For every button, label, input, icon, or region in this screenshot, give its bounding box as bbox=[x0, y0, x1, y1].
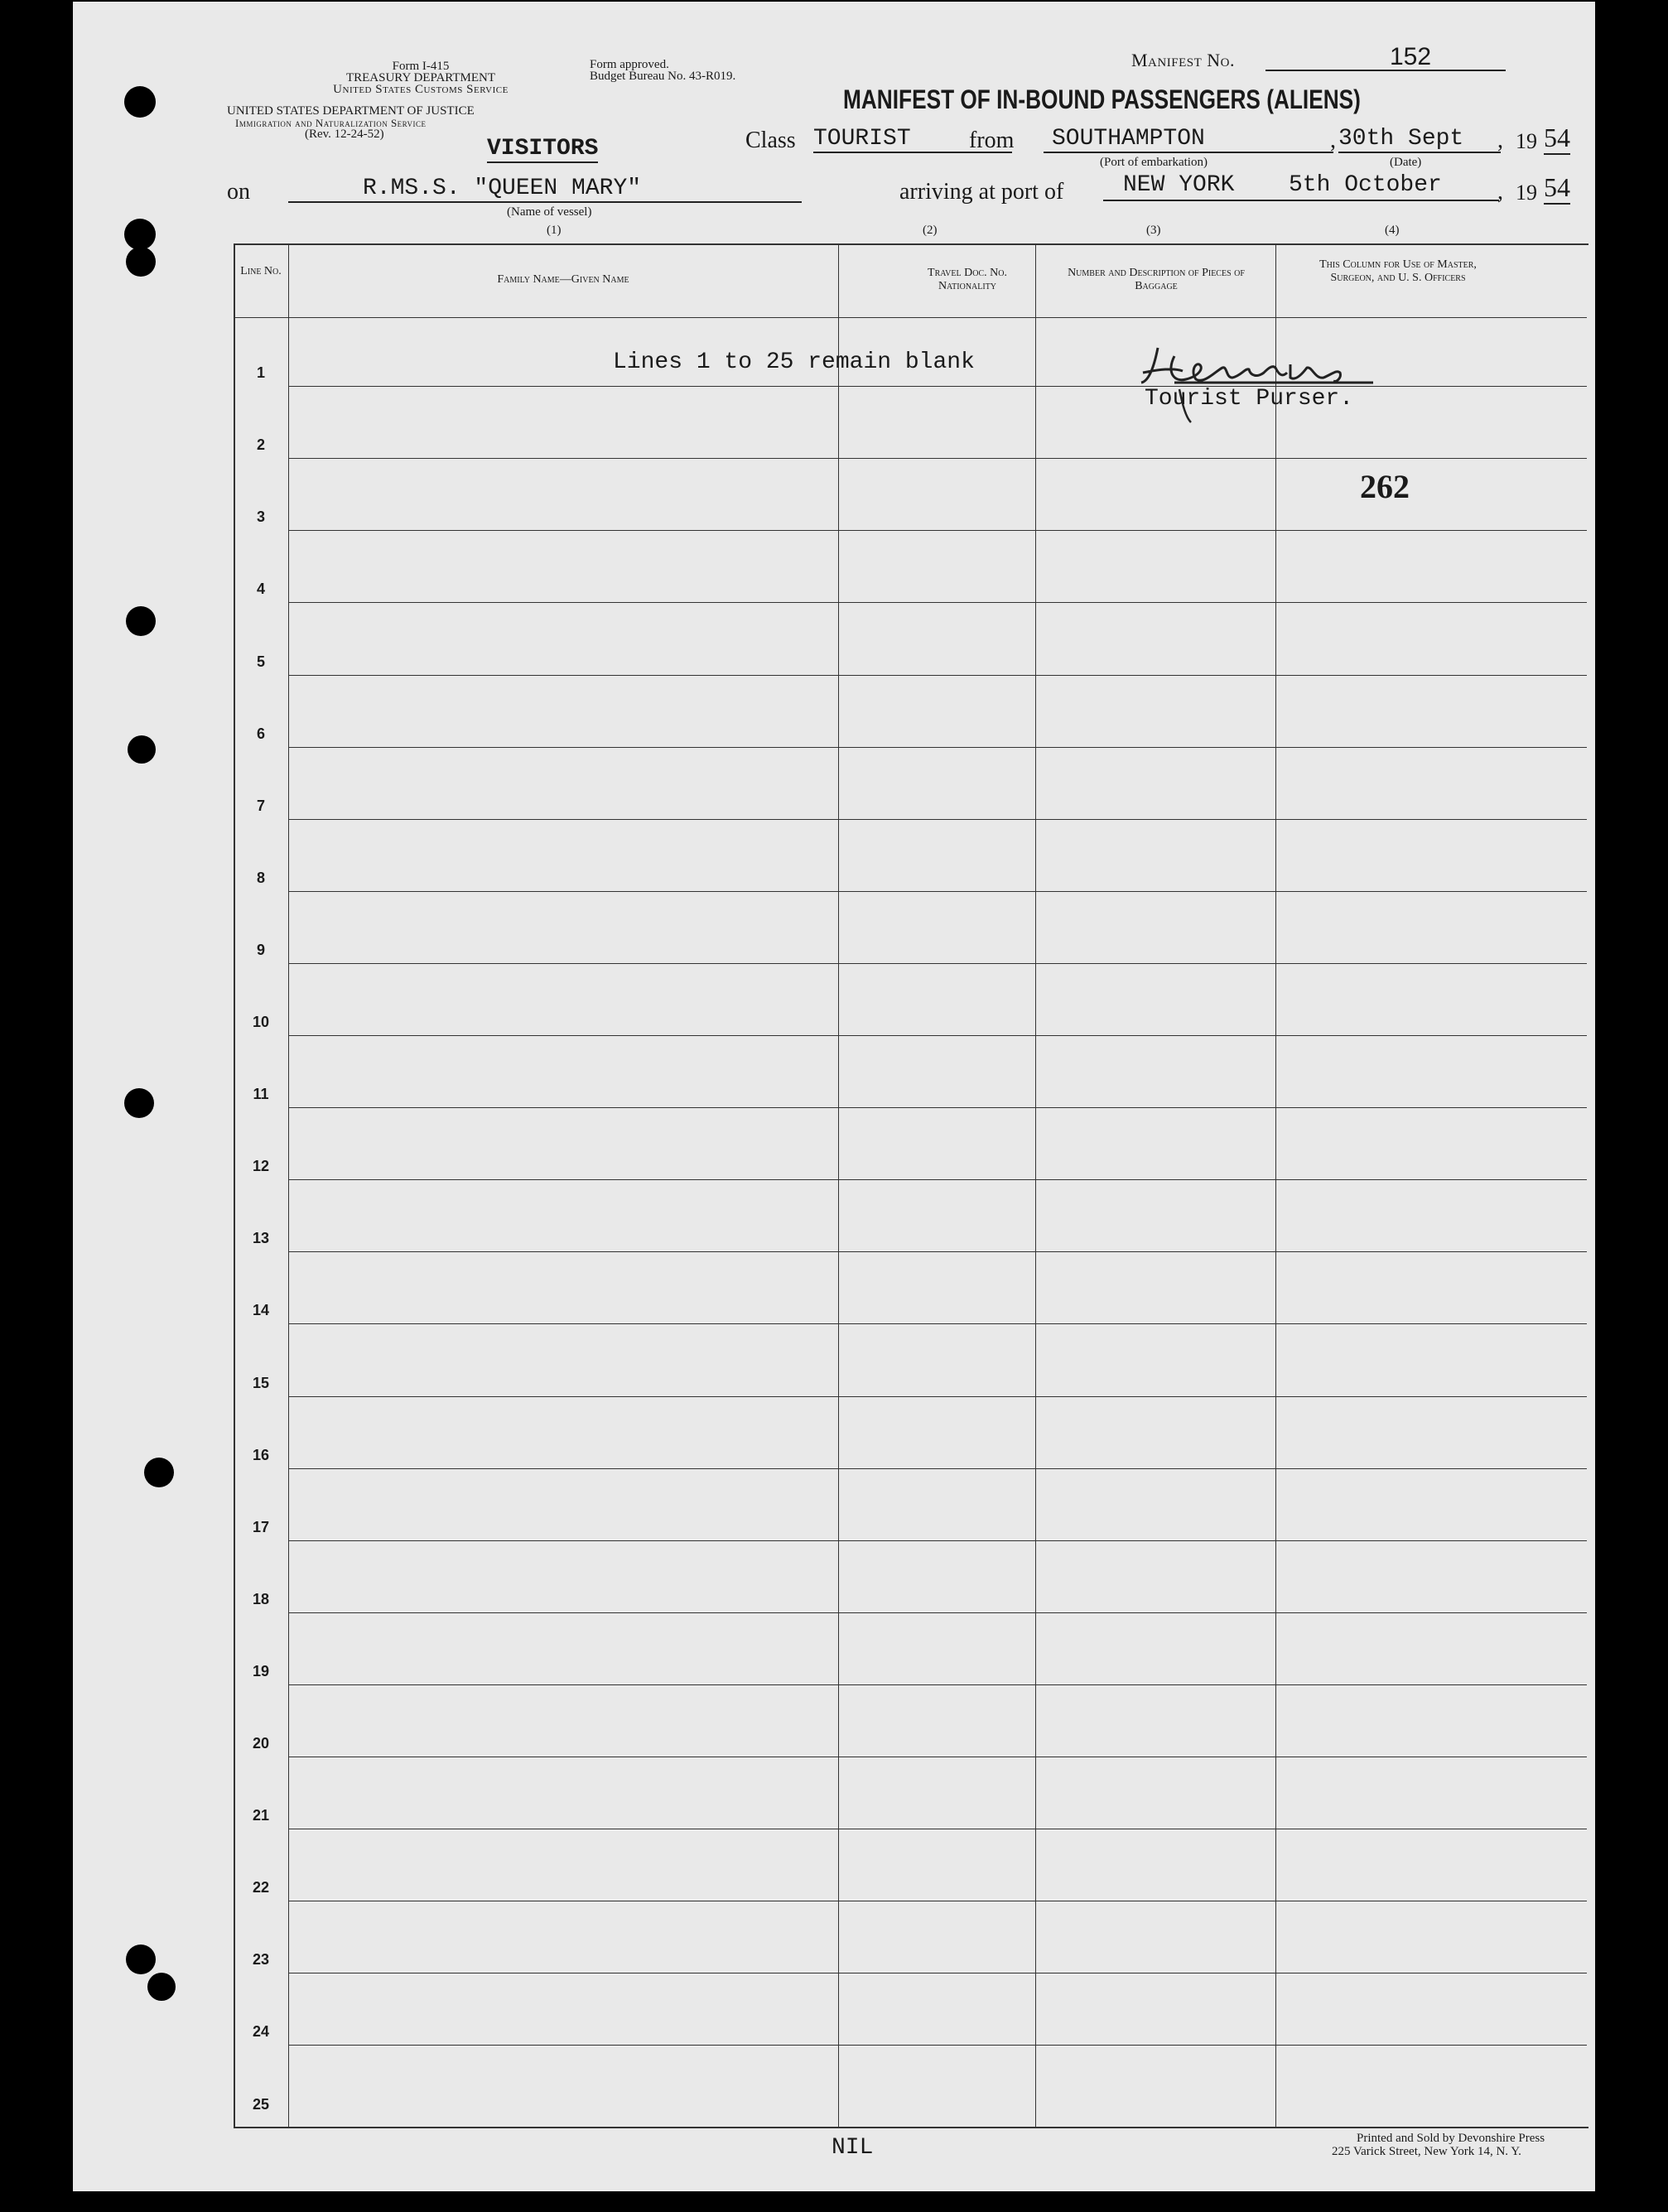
embark-date-value: 30th Sept bbox=[1338, 126, 1501, 153]
line-number: 9 bbox=[256, 941, 265, 958]
form-budget: Budget Bureau No. 43-R019. bbox=[590, 70, 736, 83]
col-divider bbox=[838, 243, 839, 2127]
binder-hole bbox=[124, 86, 156, 118]
line-number: 24 bbox=[252, 2023, 270, 2041]
year-suffix-1: 54 bbox=[1544, 123, 1570, 155]
manifest-title: MANIFEST OF IN-BOUND PASSENGERS (ALIENS) bbox=[843, 84, 1361, 114]
col-header-line-no: Line No. bbox=[240, 265, 282, 277]
vessel-value: R.MS.S. "QUEEN MARY" bbox=[288, 176, 802, 203]
from-value: SOUTHAMPTON bbox=[1044, 126, 1333, 153]
category-value: VISITORS bbox=[487, 136, 599, 161]
line-number: 22 bbox=[252, 1879, 270, 1896]
row-rule bbox=[288, 1540, 1587, 1541]
manifest-no-label: Manifest No. bbox=[1131, 50, 1235, 70]
year-prefix-1: 19 bbox=[1516, 129, 1537, 153]
comma: , bbox=[1497, 128, 1503, 153]
stamp-number: 262 bbox=[1360, 468, 1410, 505]
col-num-1: (1) bbox=[547, 224, 562, 237]
row-rule bbox=[288, 1323, 1587, 1324]
on-label: on bbox=[227, 179, 250, 205]
line-number: 12 bbox=[252, 1158, 270, 1175]
purser-title: Tourist Purser. bbox=[1145, 386, 1354, 412]
line-number: 23 bbox=[252, 1951, 270, 1969]
header-divider bbox=[234, 317, 1587, 318]
line-number: 15 bbox=[252, 1374, 270, 1391]
line-number: 1 bbox=[256, 364, 265, 382]
binder-hole bbox=[126, 1945, 156, 1974]
col-header-travel-doc: Travel Doc. No. Nationality bbox=[928, 267, 1007, 292]
manifest-no-value: 152 bbox=[1390, 43, 1432, 70]
row-rule bbox=[288, 963, 1587, 964]
line-number: 18 bbox=[252, 1590, 270, 1607]
printer-line-2: 225 Varick Street, New York 14, N. Y. bbox=[1332, 2145, 1521, 2158]
signature bbox=[1125, 331, 1406, 431]
date-caption: (Date) bbox=[1390, 156, 1422, 169]
line-number: 7 bbox=[256, 797, 265, 814]
comma: , bbox=[1497, 179, 1503, 205]
line-number: 21 bbox=[252, 1807, 270, 1824]
line-number: 19 bbox=[252, 1662, 270, 1679]
manifest-page bbox=[73, 2, 1595, 2191]
line-number: 6 bbox=[256, 725, 265, 742]
row-rule bbox=[288, 675, 1587, 676]
line-number: 13 bbox=[252, 1230, 270, 1247]
col-header-baggage: Number and Description of Pieces of Baggage bbox=[1068, 267, 1245, 292]
col-num-3: (3) bbox=[1146, 224, 1161, 237]
row-rule bbox=[288, 819, 1587, 820]
binder-hole bbox=[126, 606, 156, 636]
binder-hole bbox=[126, 247, 156, 277]
col-header-officers: This Column for Use of Master, Surgeon, and U. S. Officers bbox=[1319, 258, 1477, 284]
row-rule bbox=[288, 1396, 1587, 1397]
arriving-label: arriving at port of bbox=[899, 179, 1064, 205]
line-number: 11 bbox=[253, 1086, 269, 1103]
line-number: 4 bbox=[256, 581, 265, 598]
col-divider bbox=[1275, 243, 1276, 2127]
row-rule bbox=[288, 1612, 1587, 1613]
row-rule bbox=[288, 1251, 1587, 1252]
row-rule bbox=[288, 1468, 1587, 1469]
col-num-4: (4) bbox=[1385, 224, 1400, 237]
row-rule bbox=[288, 891, 1587, 892]
vessel-caption: (Name of vessel) bbox=[507, 205, 592, 219]
col-header-name: Family Name—Given Name bbox=[497, 273, 629, 286]
line-number: 5 bbox=[256, 653, 265, 670]
col-divider bbox=[1035, 243, 1036, 2127]
year-suffix-2: 54 bbox=[1544, 172, 1570, 205]
line-number: 2 bbox=[256, 436, 265, 454]
binder-hole bbox=[124, 1088, 154, 1118]
blank-note: Lines 1 to 25 remain blank bbox=[613, 349, 975, 375]
row-rule bbox=[288, 1179, 1587, 1180]
row-rule bbox=[288, 747, 1587, 748]
class-value: TOURIST bbox=[813, 126, 1012, 153]
line-number: 8 bbox=[256, 869, 265, 886]
year-prefix-2: 19 bbox=[1516, 181, 1537, 205]
row-rule bbox=[288, 530, 1587, 531]
row-rule bbox=[288, 458, 1587, 459]
line-number: 10 bbox=[252, 1014, 270, 1030]
comma: , bbox=[1330, 128, 1336, 153]
line-number: 14 bbox=[252, 1302, 270, 1319]
form-service: United States Customs Service bbox=[333, 83, 509, 96]
col-num-2: (2) bbox=[923, 224, 938, 237]
form-department: TREASURY DEPARTMENT bbox=[345, 71, 496, 84]
line-number: 17 bbox=[252, 1518, 270, 1535]
binder-hole bbox=[144, 1458, 174, 1487]
port-embark-caption: (Port of embarkation) bbox=[1100, 156, 1208, 169]
col-divider bbox=[288, 243, 289, 2127]
line-number: 20 bbox=[252, 1735, 270, 1752]
row-rule bbox=[288, 1035, 1587, 1036]
form-ins: Immigration and Naturalization Service bbox=[235, 117, 427, 129]
printer-line-1: Printed and Sold by Devonshire Press bbox=[1357, 2132, 1545, 2145]
form-justice: UNITED STATES DEPARTMENT OF JUSTICE bbox=[227, 104, 475, 118]
arrival-port-value: NEW YORK bbox=[1123, 172, 1235, 198]
row-rule bbox=[288, 602, 1587, 603]
nil-mark: NIL bbox=[832, 2135, 874, 2161]
row-rule bbox=[288, 2045, 1587, 2046]
binder-hole bbox=[147, 1973, 176, 2001]
form-approved: Form approved. bbox=[590, 58, 669, 71]
class-label: Class bbox=[745, 128, 796, 153]
form-number: Form I-415 bbox=[392, 60, 450, 73]
line-number: 16 bbox=[252, 1446, 270, 1463]
from-label: from bbox=[969, 128, 1015, 153]
form-rev: (Rev. 12-24-52) bbox=[305, 128, 384, 141]
arrival-date-value: 5th October bbox=[1289, 172, 1442, 198]
manifest-table bbox=[234, 243, 1588, 2128]
manifest-no-line bbox=[1265, 70, 1506, 71]
binder-hole bbox=[124, 219, 156, 250]
line-number: 3 bbox=[256, 508, 265, 526]
binder-hole bbox=[128, 735, 156, 764]
row-rule bbox=[288, 1107, 1587, 1108]
row-rule bbox=[288, 1684, 1587, 1685]
line-number: 25 bbox=[252, 2095, 270, 2113]
